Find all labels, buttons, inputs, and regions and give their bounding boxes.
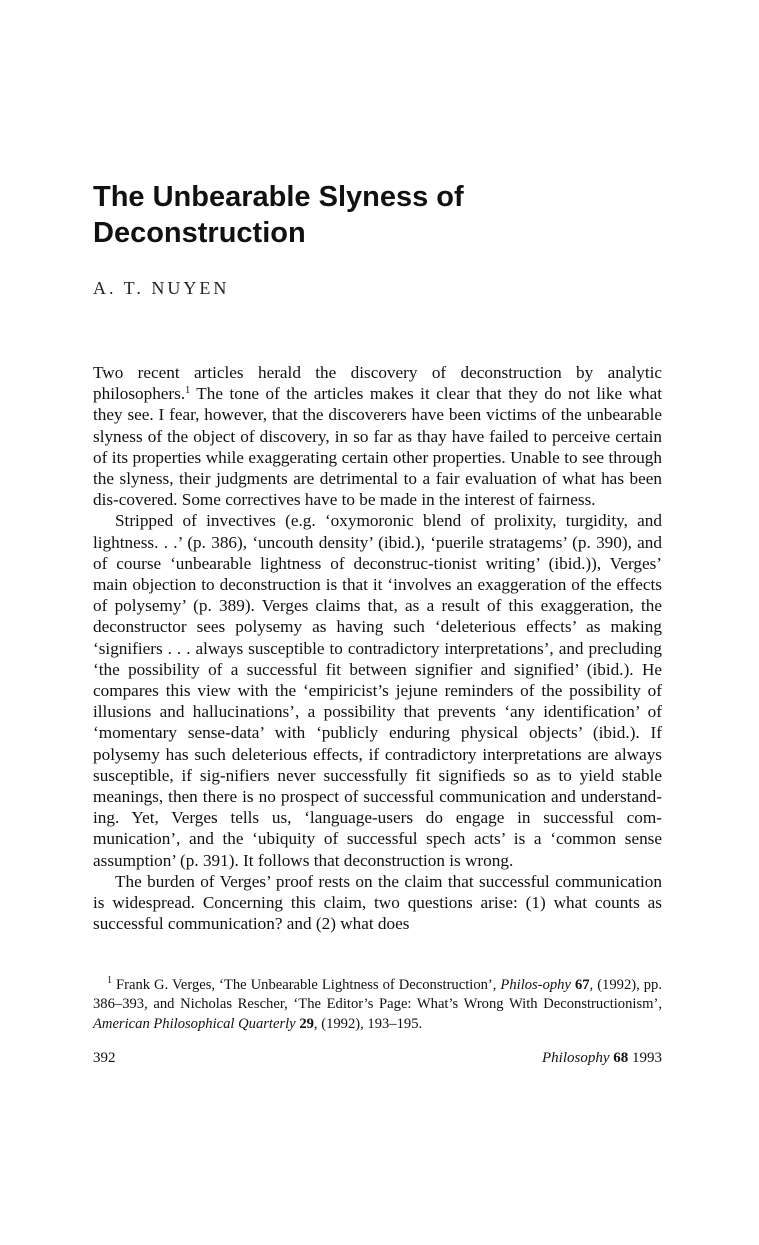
journal-name: Philosophy bbox=[542, 1050, 610, 1066]
body-paragraph: The burden of Verges’ proof rests on the claim that successful communication is widespread. Concerning this claim, two questions arise: (1) what counts as successful communication? and (2) what does bbox=[93, 871, 662, 934]
footnote-text: Frank G. Verges, ‘The Unbearable Lightness of Deconstruction’, bbox=[112, 977, 501, 993]
article-body bbox=[93, 362, 662, 934]
body-paragraph bbox=[93, 362, 662, 510]
page-number: 392 bbox=[93, 1050, 116, 1066]
footnote-reference: 1 bbox=[185, 385, 191, 397]
paragraph-text: Two recent articles herald the discovery of deconstruction by analytic philosophers. bbox=[93, 363, 662, 404]
footnote-text: , (1992), pp. 386–393, and Nicholas Rescher, ‘The Editor’s Page: What’s Wrong With Deconstructionism’, bbox=[93, 977, 662, 1013]
footnote-volume: 29 bbox=[299, 1015, 314, 1032]
footnote-journal: American Philosophical Quarterly bbox=[93, 1015, 296, 1032]
footnote-text: , (1992), 193–195. bbox=[313, 1015, 423, 1032]
article-title: The Unbearable Slyness of Deconstruction bbox=[93, 181, 464, 249]
paragraph-text: The tone of the articles makes it clear that they do not like what they see. I fear, however, that the discoverers have been victims of the unbearable slyness of the object of discovery, in so far as thay have failed to perceive certain of its properties while exaggerating certain other properties. Unable to see through the slyness, their judgments are detrimental to a fair evaluation of what has been dis-covered. Some correctives have to be made in the interest of fairness. bbox=[93, 384, 662, 510]
journal-volume: 68 bbox=[613, 1050, 629, 1066]
journal-year: 1993 bbox=[628, 1050, 662, 1066]
footnote-journal: Philos-ophy bbox=[500, 977, 571, 993]
article-author: A. T. NUYEN bbox=[93, 278, 230, 298]
footnote bbox=[93, 976, 662, 1034]
running-footer bbox=[542, 1050, 662, 1067]
body-paragraph: Stripped of invectives (e.g. ‘oxymoronic blend of prolixity, turgidity, and lightness. . .’ (p. 386), ‘uncouth density’ (ibid.), ‘puerile stratagems’ (p. 390), and of course ‘unbearable lightness of deconstruc-tionist writing’ (ibid.)), Verges’ main objection to deconstruction is that it ‘involves an exaggeration of the effects of polysemy’ (p. 389). Verges claims that, as a result of this exaggeration, the deconstructor sees polysemy as having such ‘deleterious effects’ as making ‘signifiers . . . always susceptible to contradictory interpretations’, and precluding ‘the possibility of a successful fit between signifier and signified’ (ibid.). He compares this view with the ‘empiricist’s jejune reminders of the possibility of illusions and hallucinations’, a possibility that prevents ‘any identification’ of ‘momentary sense-data’ with ‘publicly enduring physical objects’ (ibid.). If polysemy has such deleterious effects, if contradictory interpretations are always susceptible, if sig-nifiers never successfully fit signifieds so as to yield stable meanings, then there is no prospect of successful communication and understand-ing. Yet, Verges tells us, ‘language-users do engage in successful com-munication’, and the ‘ubiquity of successful spech acts’ is a ‘common sense assumption’ (p. 391). It follows that deconstruction is wrong. bbox=[93, 511, 662, 870]
footnote-marker: 1 bbox=[107, 975, 112, 986]
footnote-volume: 67 bbox=[570, 977, 590, 993]
